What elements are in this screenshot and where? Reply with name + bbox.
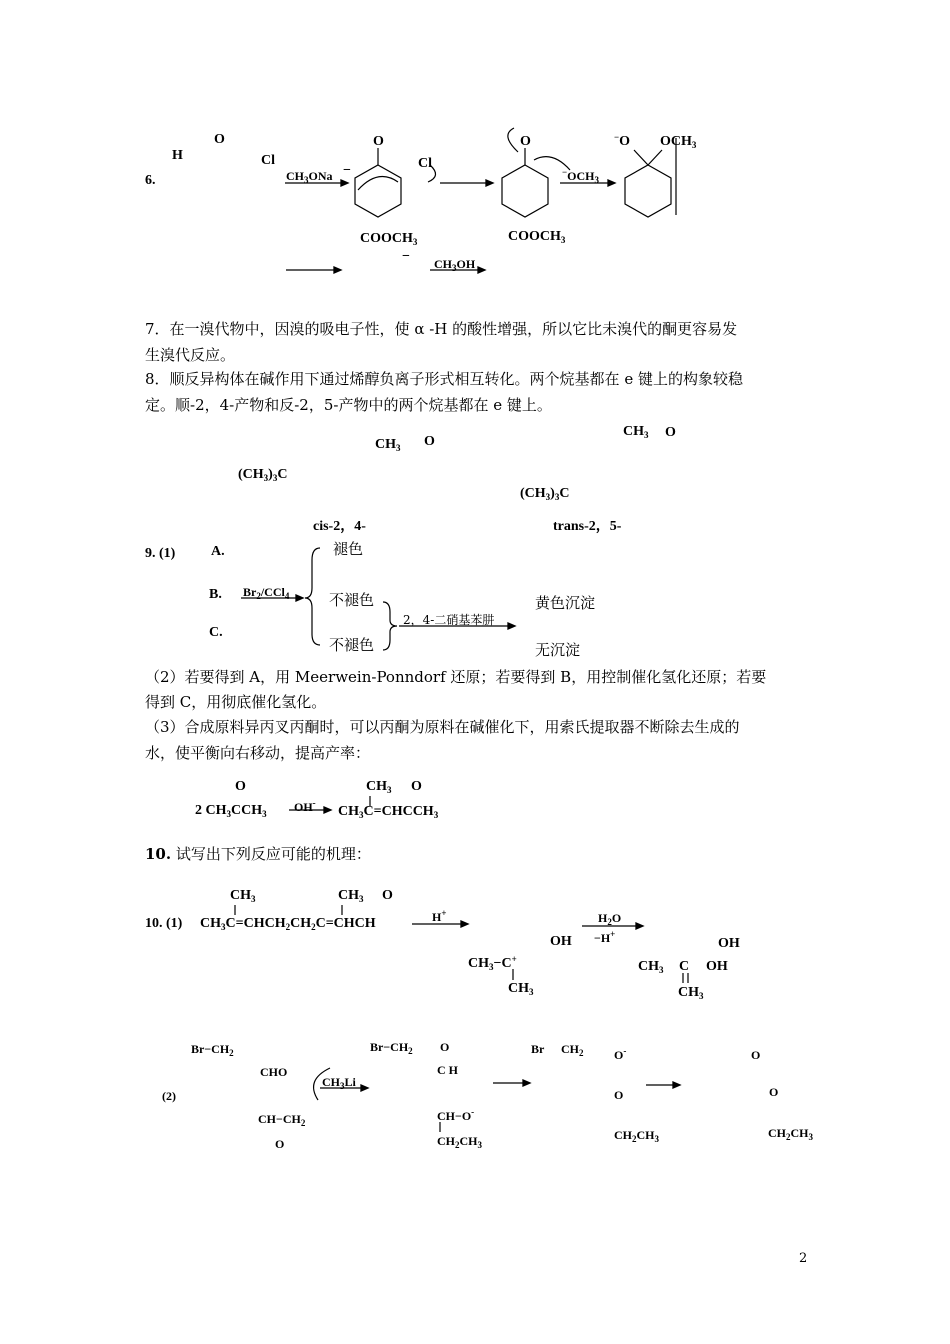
intermediate-oxygen: O (440, 1040, 450, 1054)
ester-group-2: $COOCH_3$ (508, 229, 566, 245)
result-no-fade-1: 不褪色 (329, 591, 375, 609)
problem-10-title: 10. 试写出下列反应可能的机理： (145, 845, 371, 863)
ring-3 (625, 165, 671, 217)
cis-methyl: $CH_3$ (375, 437, 401, 453)
negative-charge-2: − (402, 249, 410, 264)
acetone-oxygen: O (235, 779, 246, 794)
hydroxyl-3: OH (706, 959, 728, 974)
chlorine-label: Cl (261, 153, 275, 168)
trans-tert-butyl: $(CH_3)_3C$ (520, 486, 570, 502)
ethyl-b: $CH_2CH_3$ (614, 1128, 659, 1144)
ring-1 (355, 165, 401, 217)
methoxide-anion: $^-OCH_3$ (562, 167, 599, 185)
trans-oxygen: O (665, 425, 676, 440)
bromine-label: Br (531, 1042, 545, 1056)
brace-1 (305, 548, 320, 645)
problem-6-number: 6. (145, 173, 156, 188)
curved-arrow-3 (508, 128, 518, 152)
product-methyl: $CH_3$ (366, 779, 392, 795)
bromomethyl-2: $Br-CH_2$ (370, 1040, 413, 1056)
problem-8-line-2: 定。顺-2，4-产物和反-2，5-产物中的两个烷基都在 e 键上。 (145, 396, 552, 414)
compound-b: B. (209, 587, 222, 602)
problem-7-line-1: 7．在一溴代物中，因溴的吸电子性，使 α -H 的酸性增强，所以它比未溴代的酮更容易发 (145, 320, 738, 338)
chlorine-label-2: Cl (418, 156, 432, 171)
aldehyde-group: CHO (260, 1065, 288, 1079)
reagent-minus-h: −H+ (594, 929, 616, 945)
carbon-c: C (679, 959, 690, 974)
methyl-2: $CH_3$ (338, 888, 364, 904)
trans-label: trans-2，5- (553, 519, 622, 534)
citral-chain: $CH_3C=CHCH_2CH_2C=CHCH$ (200, 916, 376, 932)
reagent-dnph: 2，4-二硝基苯肼 (403, 613, 495, 627)
methyl-4: $CH_3$ (678, 985, 704, 1001)
final-oxygen-1: O (751, 1048, 761, 1062)
reagent-h-plus: H+ (432, 908, 447, 924)
problem-8-line-1: 8．顺反异构体在碱作用下通过烯醇负离子形式相互转化。两个烷基都在 e 键上的构象较稳 (145, 370, 743, 388)
brace-2 (383, 602, 397, 650)
epoxide-oxygen: O (275, 1137, 285, 1151)
hydrogen-label: H (172, 148, 183, 163)
cis-label: cis-2，4- (313, 519, 366, 534)
cis-tert-butyl: $(CH_3)_3C$ (238, 467, 288, 483)
product-oxygen: O (411, 779, 422, 794)
reagent-br2-ccl4: $Br_2/CCl_4$ (243, 585, 290, 601)
curved-arrow-1 (358, 177, 398, 190)
problem-9-part-2-line-2: 得到 C，用彻底催化氢化。 (145, 693, 327, 711)
problem-10-1-number: 10. (1) (145, 916, 183, 931)
epoxide-ch: $CH-CH_2$ (258, 1112, 306, 1128)
alkoxide-oxygen: −O (614, 132, 631, 149)
problem-9-part-3-line-2: 水，使平衡向右移动，提高产率： (145, 744, 371, 762)
oxygen-label: O (214, 132, 225, 147)
carbonyl-oxygen-2: O (520, 134, 531, 149)
ester-group-1: $COOCH_3$ (360, 231, 418, 247)
compound-c: C. (209, 625, 223, 640)
ring-2 (502, 165, 548, 217)
ethyl-a: $CH_2CH_3$ (437, 1134, 482, 1150)
carbonyl-oxygen: O (373, 134, 384, 149)
methoxy-group: $OCH_3$ (660, 134, 697, 150)
ring-oxygen: O (614, 1088, 624, 1102)
mesityl-oxide-formula: $CH_3C=CHCCH_3$ (338, 804, 439, 820)
hydroxyl-1: OH (550, 934, 572, 949)
cis-oxygen: O (424, 434, 435, 449)
page-number: 2 (799, 1251, 808, 1266)
result-no-precipitate: 无沉淀 (535, 641, 581, 659)
carbocation: $CH_3-C^+$ (468, 954, 517, 972)
reagent-water: $H_2O$ (598, 911, 622, 927)
methyl-c: $CH_3$ (638, 959, 664, 975)
problem-9-part-3-line-1: （3）合成原料异丙叉丙酮时，可以丙酮为原料在碱催化下，用索氏提取器不断除去生成的 (145, 718, 740, 736)
reagent-hydroxide: OH- (294, 798, 316, 814)
problem-9-part-2-line-1: （2）若要得到 A，用 Meerwein-Ponndorf 还原；若要得到 B，用控制催化氢化还原；若要 (145, 668, 767, 686)
bromomethyl-1: $Br-CH_2$ (191, 1042, 234, 1058)
acetone-formula: 2 $CH_3CCH_3$ (195, 803, 267, 819)
alkoxide-ch: CH−O- (437, 1107, 475, 1123)
result-fade: 褪色 (333, 540, 364, 558)
oxide-anion: O- (614, 1046, 627, 1062)
ethyl-c: $CH_2CH_3$ (768, 1126, 813, 1142)
problem-10-2-number: (2) (162, 1089, 176, 1103)
reagent-ch3ona: $CH_3ONa$ (286, 169, 333, 185)
trans-methyl: $CH_3$ (623, 424, 649, 440)
negative-charge: − (343, 163, 351, 178)
aldehyde-oxygen: O (382, 888, 393, 903)
reagent-ch3li: $CH_3Li$ (322, 1075, 356, 1091)
result-yellow-precipitate: 黄色沉淀 (535, 594, 596, 612)
problem-7-line-2: 生溴代反应。 (145, 346, 236, 364)
compound-a: A. (211, 544, 225, 559)
methyl-3: $CH_3$ (508, 981, 534, 997)
result-no-fade-2: 不褪色 (329, 636, 375, 654)
final-oxygen-2: O (769, 1085, 779, 1099)
hydroxyl-2: OH (718, 936, 740, 951)
methyl-1: $CH_3$ (230, 888, 256, 904)
intermediate-ch: C H (437, 1063, 458, 1077)
methylene-label: $CH_2$ (561, 1042, 584, 1058)
problem-9-number: 9. (1) (145, 546, 176, 561)
reagent-ch3oh: $CH_3OH$ (434, 257, 476, 273)
